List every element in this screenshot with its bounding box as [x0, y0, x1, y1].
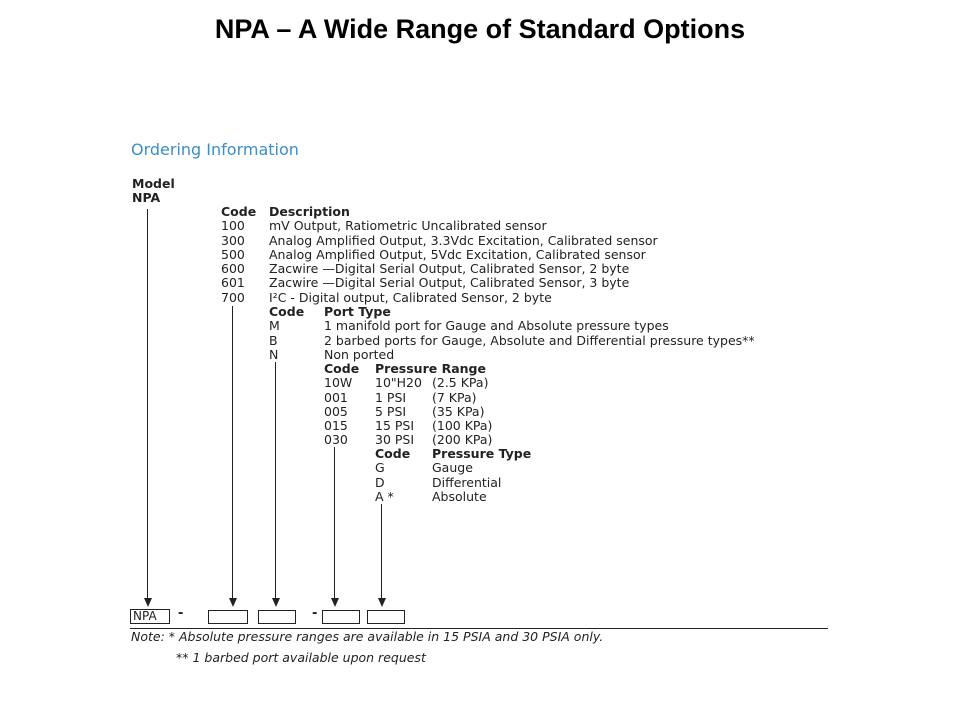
pressure-range-kpa: (2.5 KPa) [432, 375, 489, 391]
port-type-code-column [269, 305, 304, 362]
pressure-range-kpa: (100 KPa) [432, 418, 493, 434]
note-absolute-ranges: Note: * Absolute pressure ranges are available in 15 PSIA and 30 PSIA only. [131, 629, 604, 644]
pressure-range-value: 15 PSI [375, 418, 415, 434]
description-code: 100 [221, 218, 245, 234]
pressure-range-code-column [324, 362, 359, 448]
description-arrow-icon [229, 598, 237, 607]
pressure-range-kpa: (7 KPa) [432, 389, 477, 405]
port-type-connector-line [275, 362, 276, 599]
pressure-range-connector-line [334, 447, 335, 599]
ordering-information-heading: Ordering Information [131, 140, 299, 159]
pressure-range-kpa-column [432, 376, 492, 447]
description-code: 700 [221, 289, 245, 305]
pressure-range-code: 030 [324, 432, 348, 448]
description-code: 601 [221, 275, 245, 291]
description-text: Zacwire —Digital Serial Output, Calibrated Sensor, 2 byte [269, 261, 630, 277]
part-number-prefix-box: NPA [130, 609, 170, 624]
model-connector-line [147, 209, 148, 599]
description-code-column [221, 205, 256, 305]
description-code: 500 [221, 246, 245, 262]
pressure-range-arrow-icon [331, 598, 339, 607]
description-text: Zacwire —Digital Serial Output, Calibrated Sensor, 3 byte [269, 275, 630, 291]
note-barbed-port: ** 1 barbed port available upon request [176, 650, 426, 665]
pressure-range-kpa: (200 KPa) [432, 432, 493, 448]
pressure-type-text: Absolute [432, 488, 487, 504]
pressure-type-code-header: Code [375, 446, 411, 461]
part-number-dash: - [312, 606, 318, 621]
port-type-header: Port Type [324, 304, 391, 319]
port-type-arrow-icon [272, 598, 280, 607]
pressure-type-connector-line [381, 504, 382, 599]
pressure-type-text-column [432, 447, 531, 504]
port-type-text: Non ported [324, 346, 395, 362]
pressure-range-code: 005 [324, 403, 348, 419]
port-type-code: B [269, 332, 278, 348]
description-text: mV Output, Ratiometric Uncalibrated sensor [269, 218, 547, 234]
pressure-range-code: 015 [324, 418, 348, 434]
pressure-range-code: 001 [324, 389, 348, 405]
description-text: I²C - Digital output, Calibrated Sensor, 2 byte [269, 289, 552, 305]
pressure-type-text: Differential [432, 474, 502, 490]
model-value: NPA [132, 190, 161, 206]
description-text: Analog Amplified Output, 5Vdc Excitation, Calibrated sensor [269, 246, 646, 262]
part-number-dash: - [178, 606, 184, 621]
model-label: Model [132, 176, 175, 191]
pressure-range-value: 30 PSI [375, 432, 415, 448]
description-connector-line [232, 306, 233, 599]
description-header: Description [269, 204, 350, 219]
model-arrow-icon [144, 598, 152, 607]
port-type-text-column [324, 305, 755, 362]
description-code: 300 [221, 232, 245, 248]
pressure-type-text: Gauge [432, 460, 473, 476]
pressure-range-code: 10W [324, 375, 353, 391]
pressure-range-header: Pressure Range [375, 361, 486, 376]
description-text-column [269, 205, 658, 305]
pressure-type-code: A * [375, 488, 394, 504]
port-type-code: N [269, 346, 279, 362]
pressure-type-code: D [375, 474, 385, 490]
pressure-type-code-box [367, 610, 405, 624]
port-type-code-header: Code [269, 304, 305, 319]
port-type-code-box [258, 610, 296, 624]
pressure-range-value: 5 PSI [375, 403, 407, 419]
pressure-range-code-header: Code [324, 361, 360, 376]
description-code-box [208, 610, 248, 624]
pressure-range-value: 10"H20 [375, 375, 422, 391]
description-code-header: Code [221, 204, 257, 219]
pressure-range-kpa: (35 KPa) [432, 403, 485, 419]
port-type-text: 1 manifold port for Gauge and Absolute pressure types [324, 318, 669, 334]
model-block [132, 177, 175, 206]
pressure-range-value: 1 PSI [375, 389, 407, 405]
pressure-type-code: G [375, 460, 385, 476]
port-type-text: 2 barbed ports for Gauge, Absolute and Differential pressure types** [324, 332, 755, 348]
pressure-type-code-column [375, 447, 410, 504]
pressure-type-arrow-icon [378, 598, 386, 607]
description-code: 600 [221, 261, 245, 277]
slide-title: NPA – A Wide Range of Standard Options [214, 14, 746, 44]
pressure-range-code-box [322, 610, 360, 624]
pressure-type-header: Pressure Type [432, 446, 532, 461]
description-text: Analog Amplified Output, 3.3Vdc Excitation, Calibrated sensor [269, 232, 658, 248]
port-type-code: M [269, 318, 280, 334]
